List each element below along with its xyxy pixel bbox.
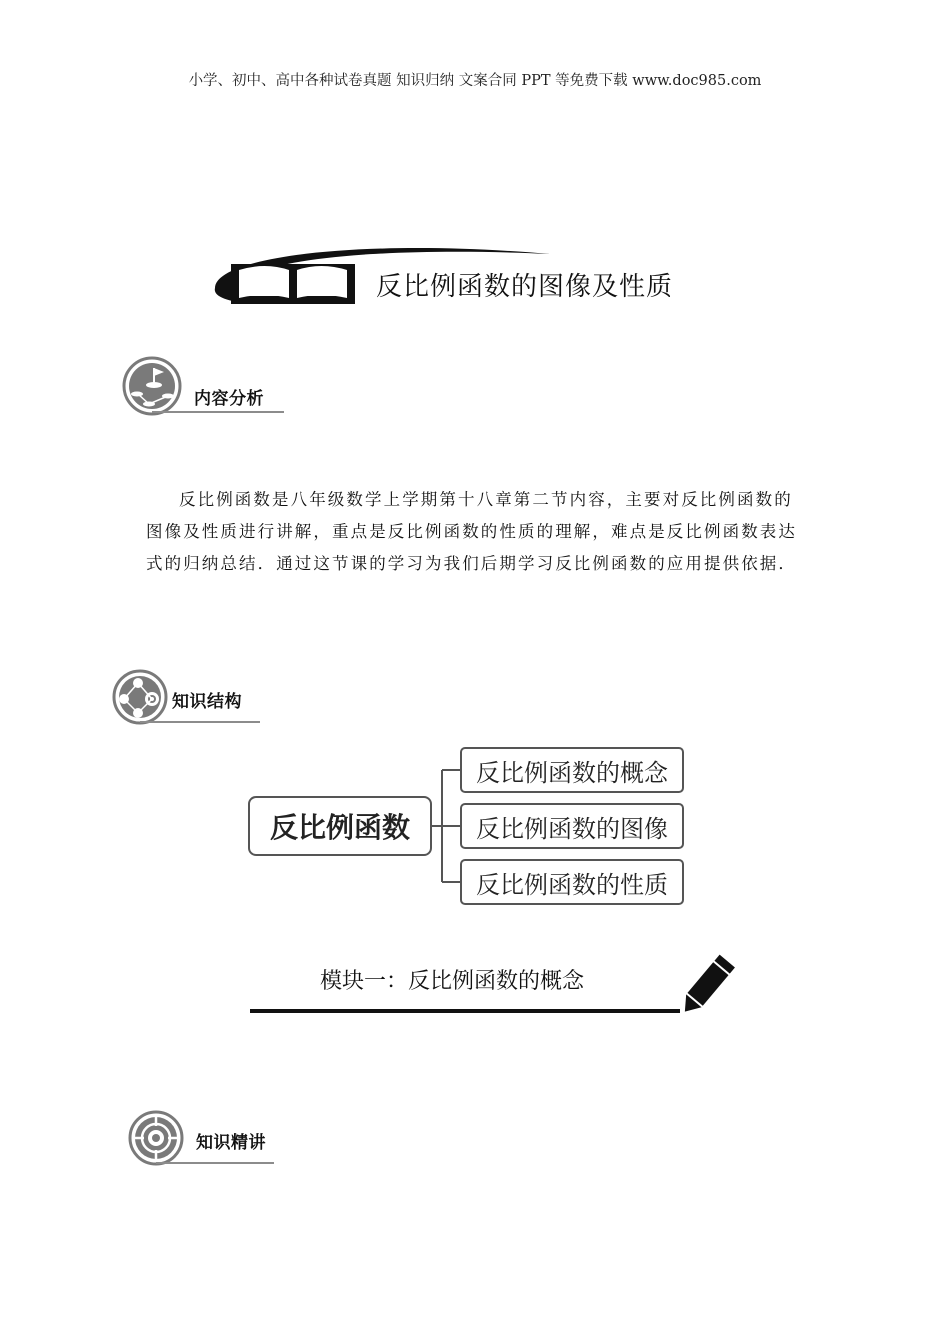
section-knowledge-detail bbox=[128, 1110, 288, 1172]
section-label: 内容分析 bbox=[194, 389, 264, 409]
pencil-icon bbox=[677, 955, 735, 1018]
structure-branch-properties: 反比例函数的性质 bbox=[460, 859, 684, 905]
module-one-title: 模块一：反比例函数的概念 bbox=[320, 969, 585, 994]
structure-branch-concept: 反比例函数的概念 bbox=[460, 747, 684, 793]
structure-branch-graph: 反比例函数的图像 bbox=[460, 803, 684, 849]
section-underline bbox=[156, 1162, 274, 1164]
target-icon bbox=[128, 1110, 186, 1168]
section-label: 知识精讲 bbox=[196, 1133, 266, 1153]
paragraph-text: 反比例函数是八年级数学上学期第十八章第二节内容，主要对反比例函数的图像及性质进行讲解，重点是反比例函数的性质的理解，难点是反比例函数表达式的归纳总结．通过这节课的学习为我们后期学习反比例函数的应用提供依据． bbox=[146, 490, 797, 573]
section-label: 知识结构 bbox=[172, 692, 242, 712]
structure-root-node: 反比例函数 bbox=[248, 796, 432, 856]
page-title: 反比例函数的图像及性质 bbox=[376, 272, 674, 302]
page-header-text: 小学、初中、高中各种试卷真题 知识归纳 文案合同 PPT 等免费下载 www.doc985.com bbox=[188, 73, 762, 89]
